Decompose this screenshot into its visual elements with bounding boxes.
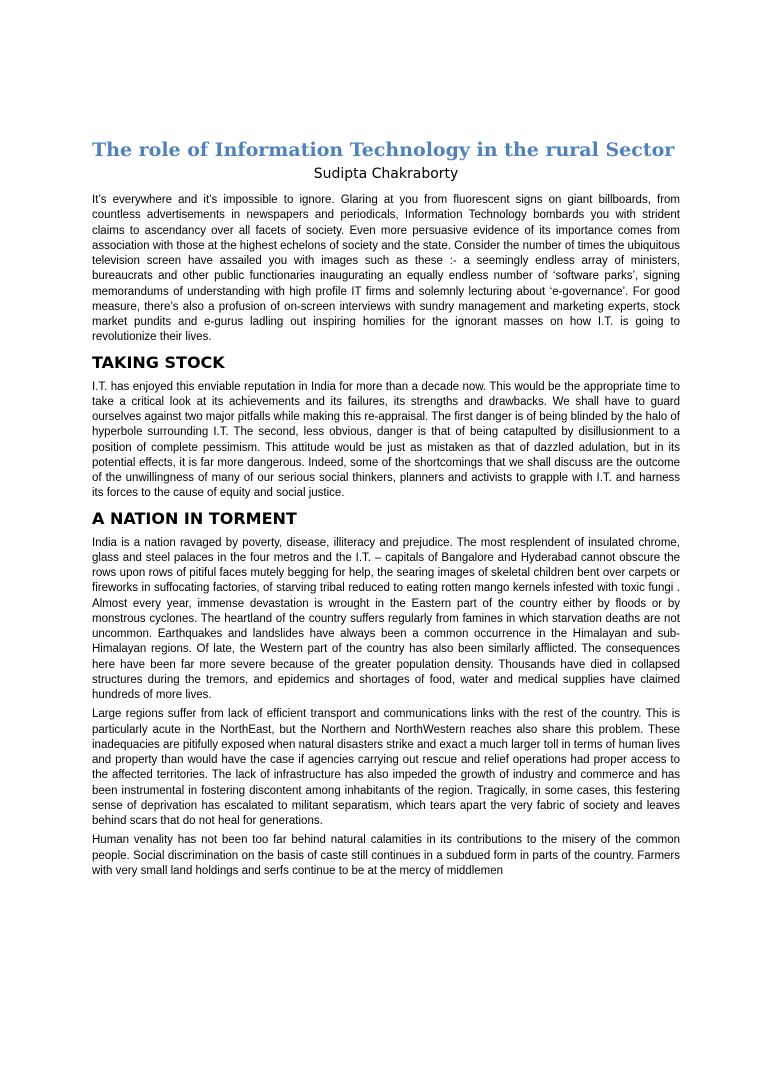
taking-stock-paragraph: I.T. has enjoyed this enviable reputation in India for more than a decade now. This would be the appropriate time to take a critical look at its achievements and its failures, its strengths and drawbacks. We shall have to guard ourselves against two major pitfalls while making this re-appraisal. The first danger is of being blinded by the halo of hyperbole surrounding I.T. The second, less obvious, danger is that of being catapulted by disillusionment to a position of complete pessimism. This attitude would be just as mistaken as that of dazzled adulation, but in its potential effects, it is far more dangerous. Indeed, some of the shortcomings that we shall discuss are the outcome of the unwillingness of many of our serious social thinkers, planners and activists to grapple with I.T. and harness its forces to the cause of equity and social justice. [92,380,680,500]
nation-paragraph-2: Large regions suffer from lack of efficient transport and communications links with the rest of the country. This is particularly acute in the NorthEast, but the Northern and NorthWestern reaches also share this problem. These inadequacies are pitifully exposed when natural disasters strike and exact a much larger toll in terms of human lives and property than would have the case if agencies carrying out rescue and relief operations had proper access to the affected territories. The lack of infrastructure has also impeded the growth of industry and commerce and has been instrumental in fostering discontent among inhabitants of the region. Tragically, in some cases, this festering sense of deprivation has escalated to militant separatism, which tears apart the very fabric of society and leaves behind scars that do not heal for generations. [92,708,680,827]
nation-paragraph-3: Human venality has not been too far behind natural calamities in its contributions to the misery of the common people. Social discrimination on the basis of caste still continues in a subdued form in parts of the country. Farmers with very small land holdings and serfs continue to be at the mercy of middlemen [92,834,680,877]
document-author: Sudipta Chakraborty [313,166,459,182]
document-title: The role of Information Technology in the rural Sector [92,139,675,161]
section-heading-nation-in-torment: A NATION IN TORMENT [92,508,297,528]
nation-paragraph-1: India is a nation ravaged by poverty, disease, illiteracy and prejudice. The most resplendent of insulated chrome, glass and steel palaces in the four metros and the I.T. – capitals of Bangalore and Hyderabad cannot obscure the rows upon rows of pitiful faces mutely begging for help, the searing images of skeletal children bent over carpets or fireworks in suffocating factories, of starving tribal reduced to eating rotten mango kernels infested with toxic fungi . Almost every year, immense devastation is wrought in the Eastern part of the country either by floods or by monstrous cyclones. The heartland of the country suffers regularly from famines in which starvation deaths are not uncommon. Earthquakes and landslides have always been a common occurrence in the Himalayan and sub-Himalayan regions. Of late, the Western part of the country has also been similarly afflicted. The consequences here have been far more severe because of the greater population density. Thousands have died in collapsed structures during the tremors, and epidemics and shortages of food, water and medical supplies have claimed hundreds of more lives. [92,536,680,701]
document-page [92,138,680,883]
section-heading-taking-stock: TAKING STOCK [92,352,225,372]
intro-paragraph: It’s everywhere and it’s impossible to ignore. Glaring at you from fluorescent signs on giant billboards, from countless advertisements in newspapers and periodicals, Information Technology bombards you with strident claims to ascendancy over all facets of society. Even more persuasive evidence of its importance comes from association with those at the highest echelons of society and the state. Consider the number of times the ubiquitous television screen have assailed you with images such as these :- a seemingly endless array of ministers, bureaucrats and other public functionaries inaugurating an equally endless number of ‘software parks’, signing memorandums of understanding with high profile IT firms and solemnly lecturing about ‘e-governance’. For good measure, there’s also a profusion of on-screen interviews with sundry management and marketing experts, stock market pundits and e-gurus ladling out inspiring homilies for the ignorant masses on how I.T. is going to revolutionize their lives. [92,194,680,344]
